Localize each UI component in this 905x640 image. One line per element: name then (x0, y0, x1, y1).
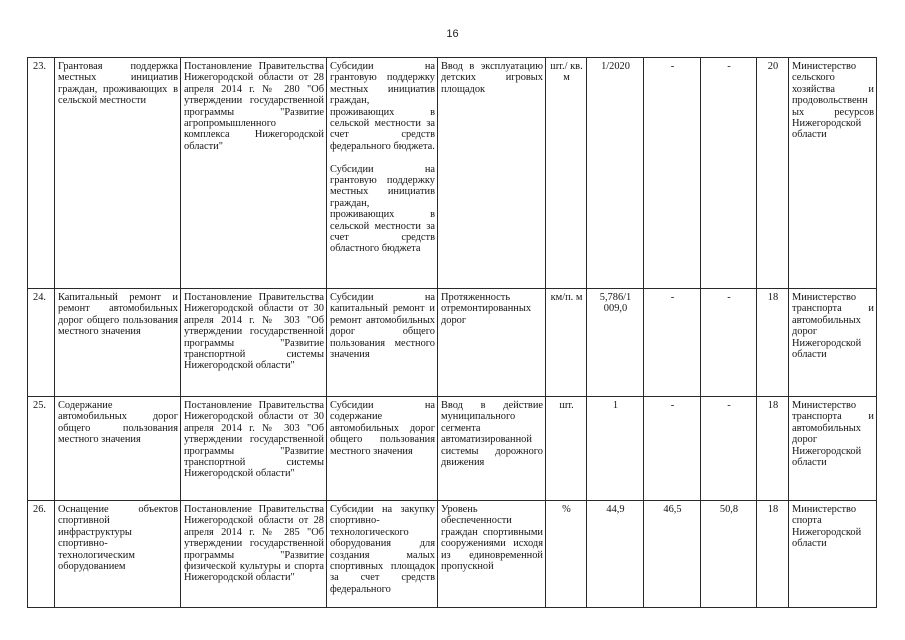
value-1-cell (587, 397, 644, 501)
table-row (28, 289, 877, 397)
value-4-cell (757, 397, 789, 501)
value-3: - (727, 400, 731, 411)
table-row (28, 501, 877, 608)
unit-cell (546, 501, 587, 608)
ministry: Министерство транспорта и автомобильных дорог Нижегородской области (792, 400, 874, 469)
value-3-cell (701, 289, 757, 397)
subsidy-paragraph: Субсидии на грантовую поддержку местных инициатив граждан, проживающих в сельской местности за счет средств областного бюджета (330, 163, 435, 255)
legal-basis-cell (181, 501, 327, 608)
value-2-cell (644, 58, 701, 289)
value-1-cell (587, 58, 644, 289)
value-4: 18 (767, 504, 779, 515)
legal-basis-cell (181, 289, 327, 397)
unit: шт. (559, 400, 574, 411)
unit: % (562, 504, 571, 515)
ministry-cell (789, 58, 877, 289)
value-2: - (670, 400, 675, 411)
program-table (27, 57, 877, 608)
row-number-cell (28, 289, 55, 397)
indicator: Уровень обеспеченности граждан спортивными сооружениями исходя из единовременной пропускной (441, 504, 543, 573)
subsidy-paragraph: Субсидии на капитальный ремонт и ремонт автомобильных дорог общего пользования местного значения (330, 292, 435, 361)
value-2-cell (644, 501, 701, 608)
table-row (28, 58, 877, 289)
unit: км/п. м (550, 292, 583, 303)
program-name-cell (55, 501, 181, 608)
table-row (28, 397, 877, 501)
unit-cell (546, 397, 587, 501)
indicator-cell (438, 289, 546, 397)
ministry-cell (789, 397, 877, 501)
unit-cell (546, 289, 587, 397)
value-4: 18 (767, 400, 779, 411)
value-3-cell (701, 58, 757, 289)
value-3-cell (701, 501, 757, 608)
value-3: 50,8 (719, 504, 739, 515)
value-4: 20 (767, 61, 779, 72)
program-name: Содержание автомобильных дорог общего пользования местного значения (58, 400, 178, 446)
page-number: 16 (446, 28, 459, 40)
program-name: Оснащение объектов спортивной инфраструктуры спортивно-технологическим оборудованием (58, 504, 178, 573)
ministry: Министерство транспорта и автомобильных дорог Нижегородской области (792, 292, 874, 361)
ministry: Министерство спорта Нижегородской области (792, 504, 862, 550)
indicator: Ввод в действие муниципального сегмента автоматизированной системы дорожного движения (441, 400, 543, 469)
value-3: - (727, 292, 731, 303)
program-name: Грантовая поддержка местных инициатив граждан, проживающих в сельской местности (58, 61, 178, 107)
legal-basis: Постановление Правительства Нижегородской области от 28 апреля 2014 г. № 280 "Об утверждении государственной программы "Развитие агропромышленного комплекса Нижегородской области" (184, 61, 324, 152)
row-number: 23. (33, 61, 46, 72)
indicator: Протяженность отремонтированных дорог (441, 292, 532, 326)
value-1: 1 (612, 400, 619, 411)
value-4: 18 (767, 292, 779, 303)
row-number: 25. (33, 400, 46, 411)
subsidy-text (327, 58, 437, 288)
value-4-cell (757, 289, 789, 397)
indicator-cell (438, 58, 546, 289)
row-number-cell (28, 397, 55, 501)
subsidy-paragraph: Субсидии на закупку спортивно-технологического оборудования для создания малых спортивных площадок за счет средств федерального (330, 504, 435, 595)
value-2-cell (644, 397, 701, 501)
subsidy-paragraph: Субсидии на грантовую поддержку местных инициатив граждан, проживающих в сельской местности за счет средств федерального бюджета. (330, 61, 435, 152)
program-name: Капитальный ремонт и ремонт автомобильных дорог общего пользования местного значения (58, 292, 178, 338)
row-number: 24. (33, 292, 46, 303)
program-name-cell (55, 397, 181, 501)
legal-basis: Постановление Правительства Нижегородской области от 30 апреля 2014 г. № 303 "Об утверждении государственной программы "Развитие транспортной системы Нижегородской области" (184, 400, 324, 480)
value-1: 1/2020 (601, 61, 630, 72)
legal-basis-cell (181, 397, 327, 501)
program-name-cell (55, 58, 181, 289)
value-2: - (670, 292, 675, 303)
ministry: Министерство сельского хозяйства и продовольственных ресурсов Нижегородской области (792, 61, 874, 141)
row-number-cell (28, 58, 55, 289)
value-1: 44,9 (606, 504, 625, 515)
value-3-cell (701, 397, 757, 501)
value-1: 5,786/1 009,0 (599, 292, 632, 315)
legal-basis-cell (181, 58, 327, 289)
ministry-cell (789, 289, 877, 397)
subsidy-cell (327, 397, 438, 501)
unit-cell (546, 58, 587, 289)
value-4-cell (757, 58, 789, 289)
unit: шт./ кв. м (550, 61, 583, 84)
ministry-cell (789, 501, 877, 608)
program-name-cell (55, 289, 181, 397)
value-4-cell (757, 501, 789, 608)
row-number-cell (28, 501, 55, 608)
indicator-cell (438, 397, 546, 501)
indicator-cell (438, 501, 546, 608)
legal-basis: Постановление Правительства Нижегородской области от 30 апреля 2014 г. № 303 "Об утверждении государственной программы "Развитие транспортной системы Нижегородской области" (184, 292, 324, 372)
value-3: - (727, 61, 731, 72)
value-2-cell (644, 289, 701, 397)
subsidy-text (327, 289, 437, 396)
subsidy-text (327, 501, 437, 607)
subsidy-cell (327, 58, 438, 289)
subsidy-cell (327, 501, 438, 608)
value-2: 46,5 (663, 504, 682, 515)
value-2: - (670, 61, 675, 72)
subsidy-cell (327, 289, 438, 397)
row-number: 26. (33, 504, 46, 515)
value-1-cell (587, 501, 644, 608)
subsidy-text (327, 397, 437, 500)
indicator: Ввод в эксплуатацию детских игровых площадок (441, 61, 543, 95)
subsidy-paragraph: Субсидии на содержание автомобильных дорог общего пользования местного значения (330, 400, 435, 457)
value-1-cell (587, 289, 644, 397)
legal-basis: Постановление Правительства Нижегородской области от 28 апреля 2014 г. № 285 "Об утверждении государственной программы "Развитие физической культуры и спорта Нижегородской области" (184, 504, 324, 584)
